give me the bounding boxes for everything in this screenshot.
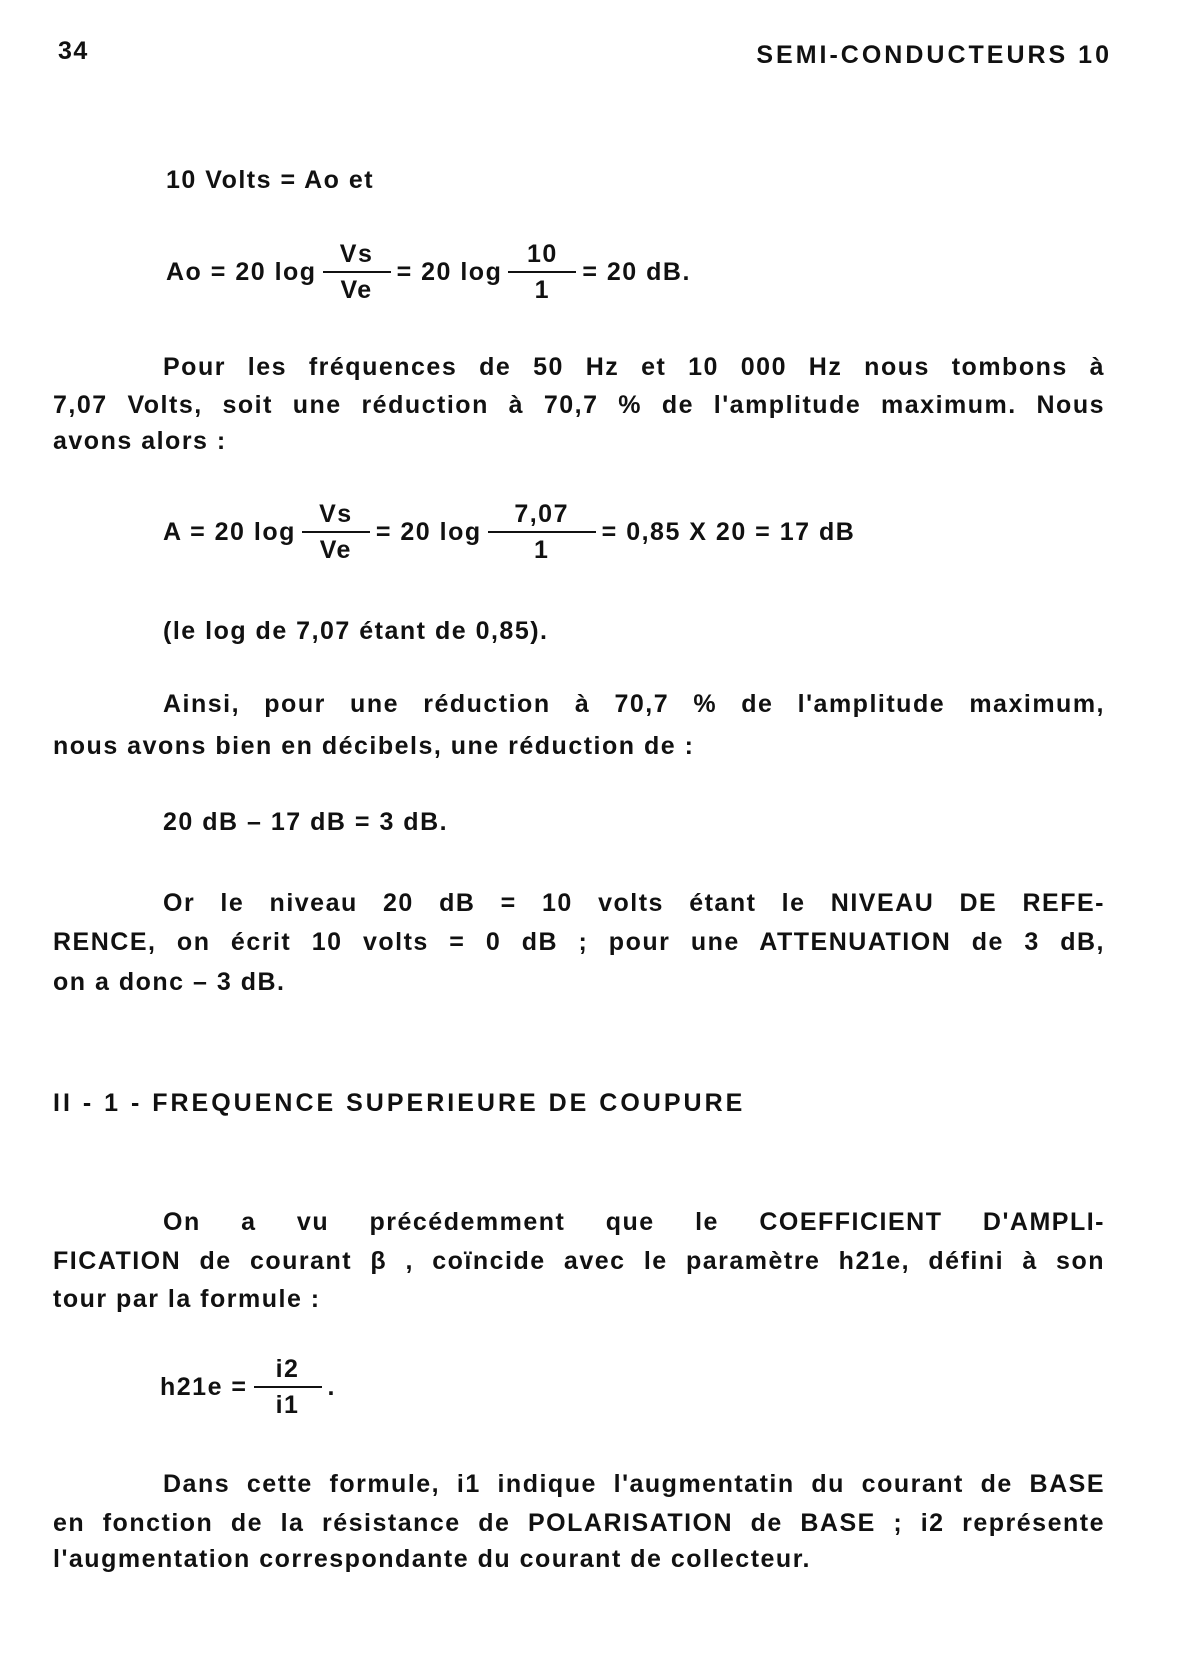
formula-ao	[166, 240, 691, 304]
formula-text: = 20 log	[375, 517, 482, 546]
numerator: Vs	[302, 500, 370, 533]
paragraph-line: RENCE, on écrit 10 volts = 0 dB ; pour une ATTENUATION de 3 dB,	[53, 928, 1105, 956]
log-note: (le log de 7,07 étant de 0,85).	[163, 617, 549, 645]
numerator: 10	[508, 240, 576, 273]
formula-h21e	[160, 1355, 336, 1419]
fraction	[323, 240, 391, 304]
formula-text: h21e =	[160, 1372, 248, 1401]
fraction	[508, 240, 576, 304]
fraction	[488, 500, 596, 564]
formula-text: = 20 dB.	[582, 257, 691, 286]
paragraph-line: tour par la formule :	[53, 1285, 321, 1313]
paragraph-line: FICATION de courant β , coïncide avec le paramètre h21e, défini à son	[53, 1247, 1105, 1275]
page-number: 34	[58, 37, 89, 65]
paragraph-line: On a vu précédemment que le COEFFICIENT D'AMPLI-	[163, 1208, 1105, 1236]
paragraph-line: l'augmentation correspondante du courant de collecteur.	[53, 1545, 812, 1573]
section-heading: II - 1 - FREQUENCE SUPERIEURE DE COUPURE	[53, 1089, 746, 1117]
denominator: Ve	[340, 276, 373, 304]
paragraph-line: nous avons bien en décibels, une réduction de :	[53, 732, 695, 760]
subtraction-line: 20 dB – 17 dB = 3 dB.	[163, 808, 449, 836]
formula-a	[163, 500, 855, 564]
fraction	[302, 500, 370, 564]
denominator: i1	[275, 1391, 300, 1419]
paragraph-line: 7,07 Volts, soit une réduction à 70,7 % de l'amplitude maximum. Nous	[53, 391, 1105, 419]
paragraph-line: Or le niveau 20 dB = 10 volts étant le NIVEAU DE REFE-	[163, 889, 1105, 917]
paragraph-line: Dans cette formule, i1 indique l'augmentatin du courant de BASE	[163, 1470, 1105, 1498]
numerator: 7,07	[488, 500, 596, 533]
paragraph-line: avons alors :	[53, 427, 227, 455]
paragraph-line: on a donc – 3 dB.	[53, 968, 286, 996]
paragraph-line: en fonction de la résistance de POLARISATION de BASE ; i2 représente	[53, 1509, 1105, 1537]
running-title: SEMI-CONDUCTEURS 10	[756, 41, 1112, 69]
formula-text: .	[327, 1372, 336, 1401]
numerator: i2	[254, 1355, 322, 1388]
volts-line: 10 Volts = Ao et	[166, 166, 375, 194]
denominator: Ve	[319, 536, 352, 564]
formula-text: = 0,85 X 20 = 17 dB	[601, 517, 856, 546]
denominator: 1	[534, 276, 551, 304]
formula-text: A = 20 log	[163, 517, 296, 546]
numerator: Vs	[323, 240, 391, 273]
fraction	[254, 1355, 322, 1419]
paragraph-line: Ainsi, pour une réduction à 70,7 % de l'amplitude maximum,	[163, 690, 1105, 718]
formula-text: Ao = 20 log	[166, 257, 317, 286]
denominator: 1	[533, 536, 550, 564]
paragraph-line: Pour les fréquences de 50 Hz et 10 000 Hz nous tombons à	[163, 353, 1105, 381]
formula-text: = 20 log	[396, 257, 503, 286]
